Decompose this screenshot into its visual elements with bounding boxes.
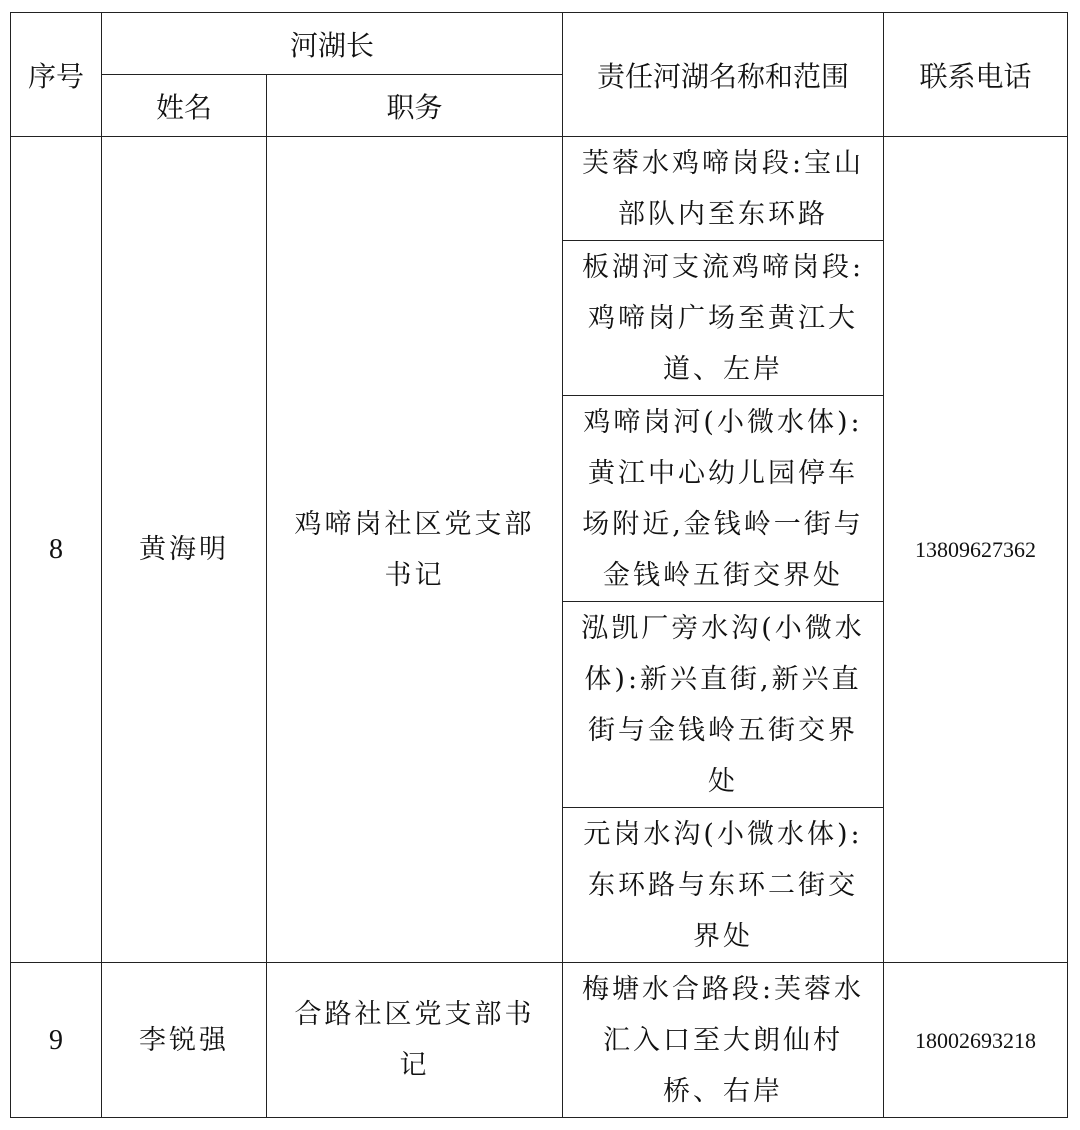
header-scope: 责任河湖名称和范围 <box>563 13 884 137</box>
scope-text: 梅塘水合路段:芙蓉水汇入口至大朗仙村桥、右岸 <box>581 973 865 1107</box>
row-name: 李锐强 <box>102 963 267 1118</box>
header-row-1 <box>11 13 1068 75</box>
header-name: 姓名 <box>102 75 267 137</box>
scope-text: 板湖河支流鸡啼岗段:鸡啼岗广场至黄江大道、左岸 <box>581 251 865 385</box>
row-seq: 9 <box>11 963 102 1118</box>
row-position-text: 合路社区党支部书记 <box>294 999 535 1081</box>
row-name: 黄海明 <box>102 137 267 963</box>
row-position <box>267 963 563 1118</box>
row-seq: 8 <box>11 137 102 963</box>
river-chief-table <box>10 12 1068 1118</box>
table-row <box>11 963 1068 1118</box>
scope-cell <box>563 808 884 963</box>
row-position <box>267 137 563 963</box>
table-row <box>11 137 1068 241</box>
header-phone: 联系电话 <box>884 13 1068 137</box>
row-position-text: 鸡啼岗社区党支部书记 <box>294 508 535 591</box>
scope-text: 芙蓉水鸡啼岗段:宝山部队内至东环路 <box>581 147 865 230</box>
scope-cell <box>563 602 884 808</box>
scope-cell <box>563 963 884 1118</box>
river-chief-table-page <box>10 12 1067 1118</box>
header-position: 职务 <box>267 75 563 137</box>
row-phone: 18002693218 <box>884 963 1068 1118</box>
header-river-chief: 河湖长 <box>102 13 563 75</box>
scope-cell <box>563 241 884 396</box>
header-seq: 序号 <box>11 13 102 137</box>
scope-text: 元岗水沟(小微水体):东环路与东环二街交界处 <box>583 818 863 952</box>
scope-cell <box>563 137 884 241</box>
scope-text: 鸡啼岗河(小微水体):黄江中心幼儿园停车场附近,金钱岭一街与金钱岭五街交界处 <box>582 406 864 591</box>
scope-text: 泓凯厂旁水沟(小微水体):新兴直街,新兴直街与金钱岭五街交界处 <box>581 612 865 797</box>
row-phone: 13809627362 <box>884 137 1068 963</box>
scope-cell <box>563 396 884 602</box>
